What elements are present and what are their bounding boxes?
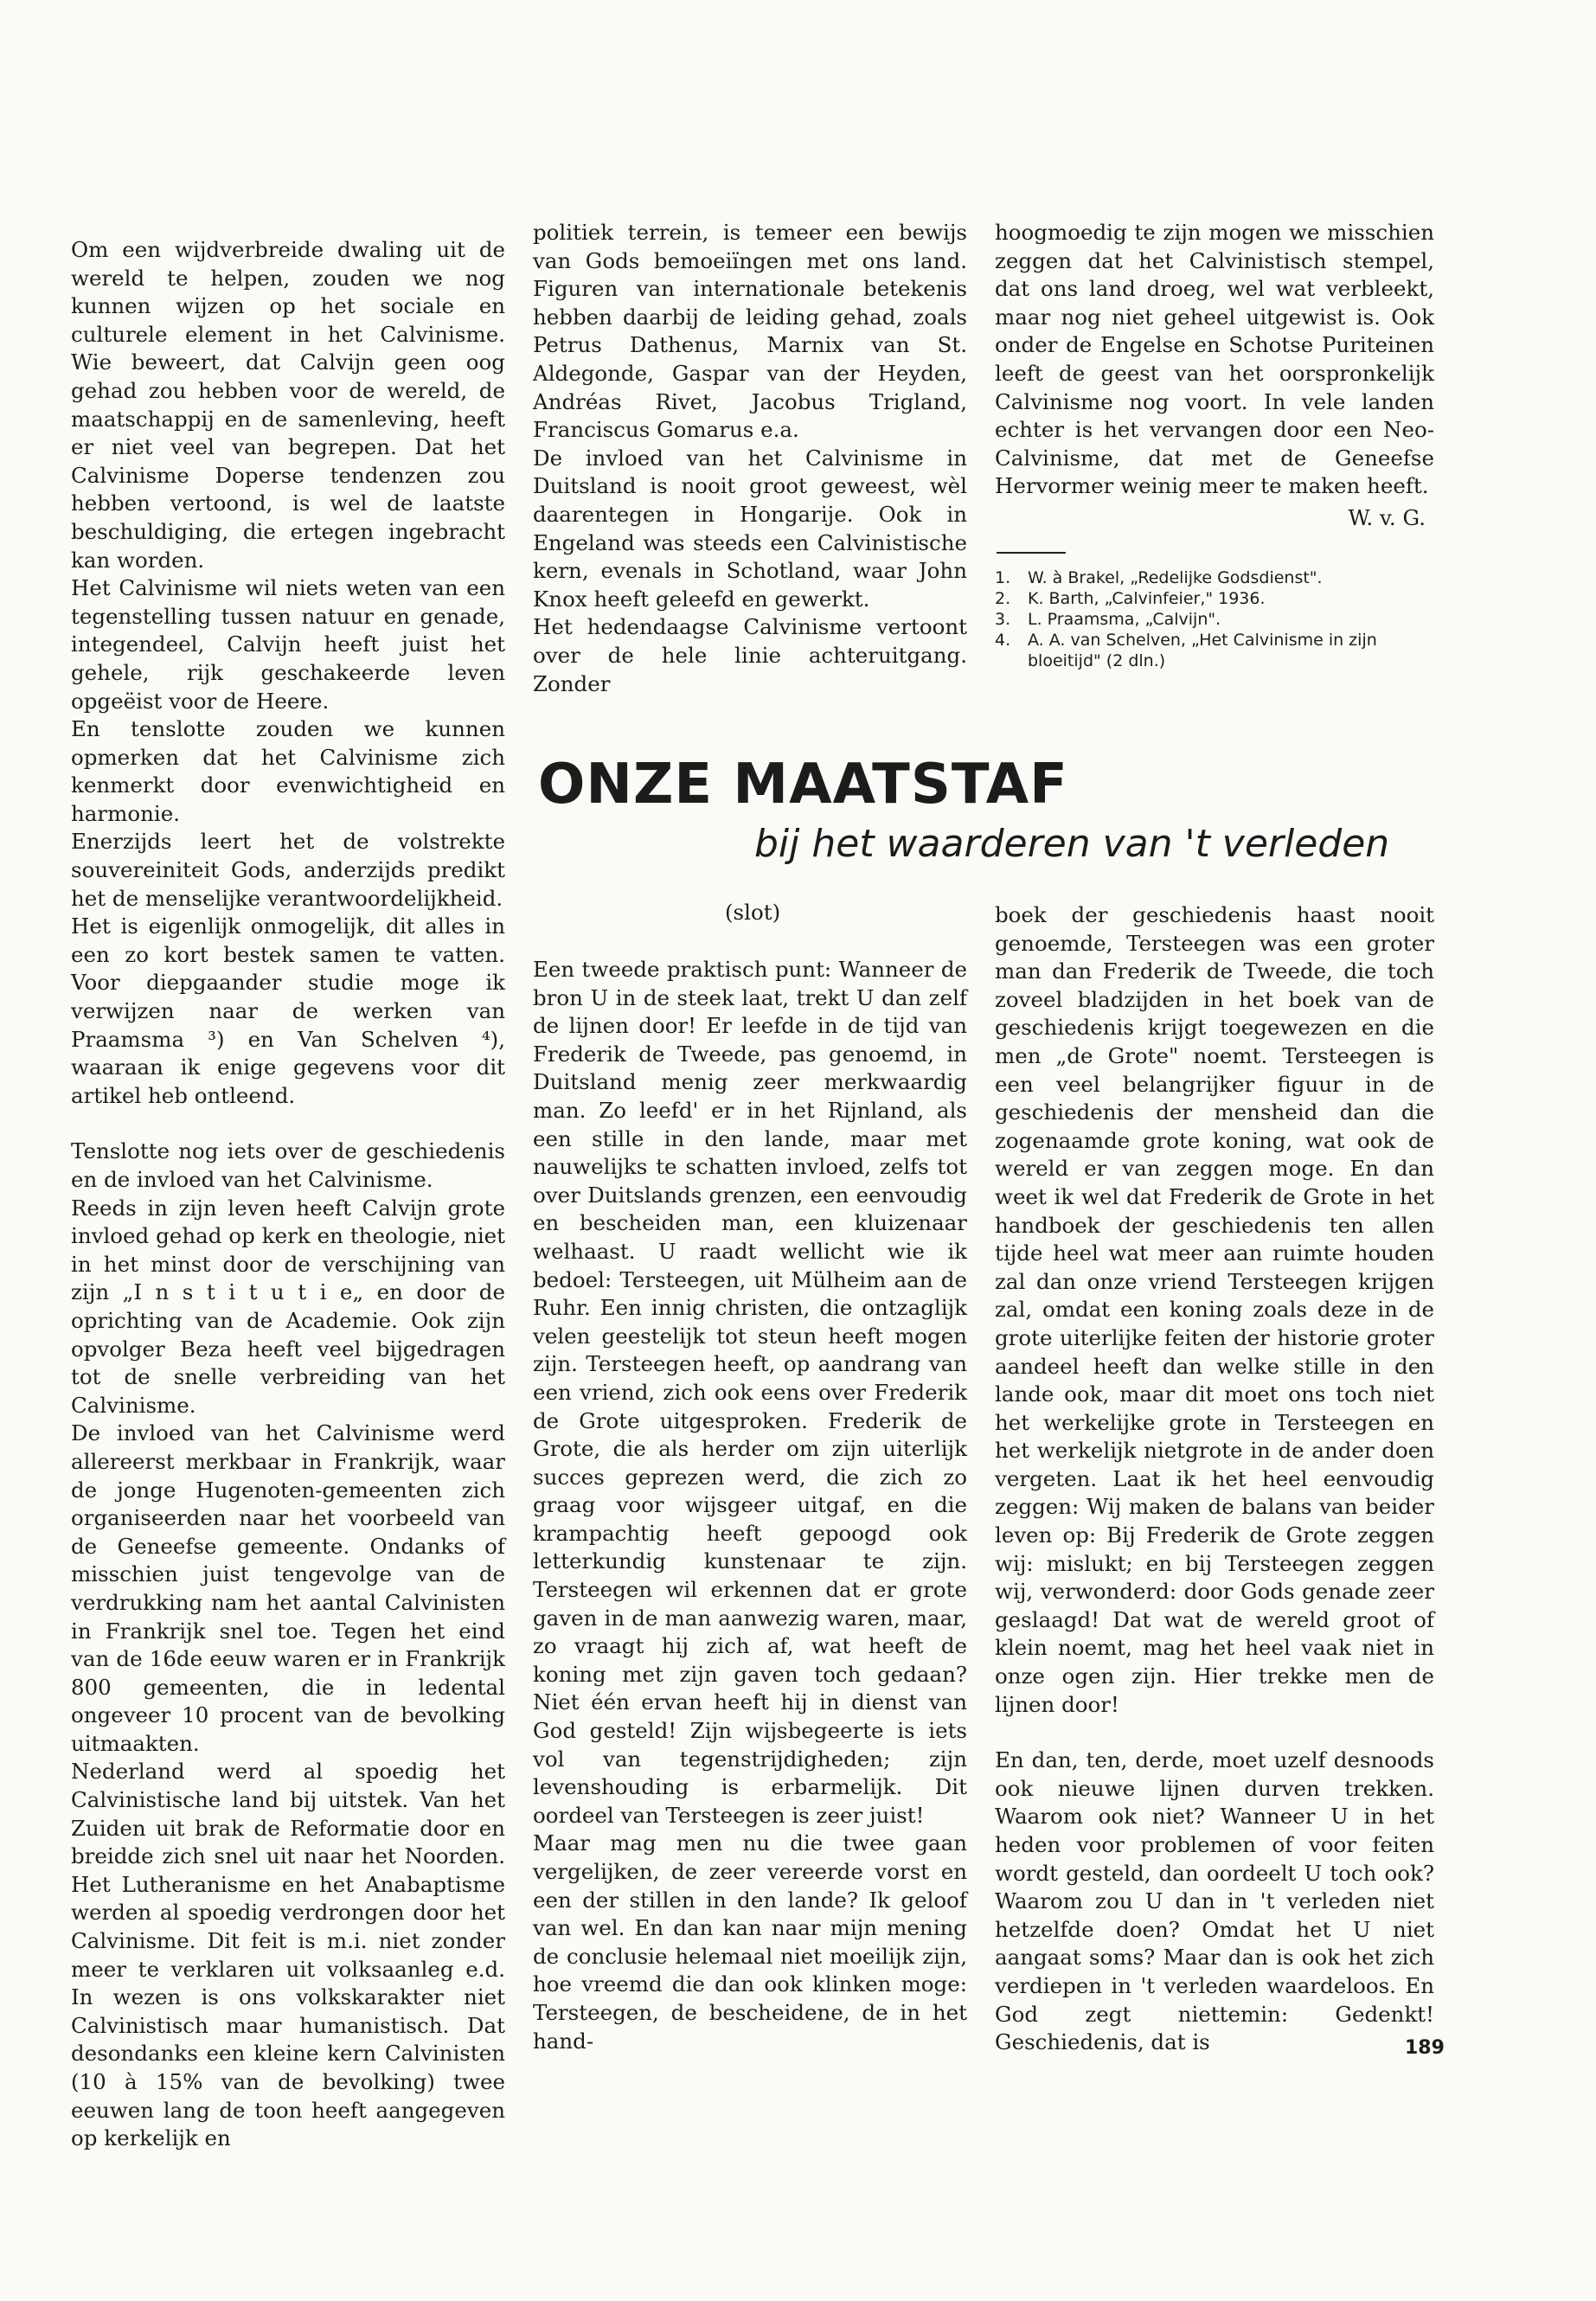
column-2-bottom	[533, 956, 967, 2055]
column-3-bottom	[995, 901, 1434, 2057]
footnote: 4. A. A. van Schelven, „Het Calvinisme in zijn bloeitijd" (2 dln.)	[995, 630, 1377, 670]
author-signature: W. v. G.	[1348, 504, 1426, 530]
footnote: 2. K. Barth, „Calvinfeier," 1936.	[995, 588, 1266, 608]
paragraph: En dan, ten, derde, moet uzelf desnoods ook nieuwe lijnen durven trekken. Waarom ook niet? Wanneer U in het heden voor problemen of voor feiten wordt gesteld, dan oordeelt U toch ook? Waarom zou U dan in 't verleden niet hetzelfde doen? Omdat het U niet aangaat soms? Maar dan is ook het zich verdiepen in 't verleden waardeloos. En God zegt niettemin: Gedenkt! Geschiedenis, dat is	[995, 1747, 1434, 2055]
paragraph: De invloed van het Calvinisme werd allereerst merkbaar in Frankrijk, waar de jonge Hugenoten-gemeenten zich organiseerden naar het voorbeeld van de Geneefse gemeente. Ondanks of misschien juist tengevolge van de verdrukking nam het aantal Calvinisten in Frankrijk snel toe. Tegen het eind van de 16de eeuw waren er in Frankrijk 800 gemeenten, die in ledental ongeveer 10 procent van de bevolking uitmaakten.	[71, 1420, 505, 1756]
paragraph: Nederland werd al spoedig het Calvinistische land bij uitstek. Van het Zuiden uit brak de Reformatie door en breidde zich snel uit naar het Noorden. Het Lutheranisme en het Anabaptisme werden al spoedig verdrongen door het Calvinisme. Dit feit is m.i. niet zonder meer te verklaren uit volksaanleg e.d. In wezen is ons volkskarakter niet Calvinistisch maar humanistisch. Dat desondanks een kleine kern Calvinisten (10 à 15% van de bevolking) twee eeuwen lang de toon heeft aangegeven op kerkelijk en	[71, 1759, 505, 2151]
paragraph: Het Calvinisme wil niets weten van een tegenstelling tussen natuur en genade, integendeel, Calvijn heeft juist het gehele, rijk geschakeerde leven opgeëist voor de Heere.	[71, 575, 505, 714]
paragraph: En tenslotte zouden we kunnen opmerken dat het Calvinisme zich kenmerkt door evenwichtigheid en harmonie.	[71, 716, 505, 826]
footnotes	[995, 567, 1434, 671]
footnote: 3. L. Praamsma, „Calvijn".	[995, 609, 1221, 629]
slot-label: (slot)	[725, 900, 781, 925]
paragraph: De invloed van het Calvinisme in Duitsland is nooit groot geweest, wèl daarentegen in Hongarije. Ook in Engeland was steeds een Calvinistische kern, evenals in Schotland, waar John Knox heeft geleefd en gewerkt.	[533, 445, 967, 612]
paragraph: Een tweede praktisch punt: Wanneer de bron U in de steek laat, trekt U dan zelf de lijnen door! Er leefde in de tijd van Frederik de Tweede, pas genoemd, in Duitsland menig zeer merkwaardig man. Zo leefd' er in het Rijnland, als een stille in den lande, maar met nauwelijks te schatten invloed, zelfs tot over Duitslands grenzen, een eenvoudig en bescheiden man, een kluizenaar welhaast. U raadt wellicht wie ik bedoel: Tersteegen, uit Mülheim aan de Ruhr. Een innig christen, die ontzaglijk velen geestelijk tot steun heeft mogen zijn. Tersteegen heeft, op aandrang van een vriend, zich ook eens over Frederik de Grote uitgesproken. Frederik de Grote, die als herder om zijn uiterlijk succes geprezen werd, die zich zo graag voor wijsgeer uitgaf, en die krampachtig heeft gepoogd ook letterkundig kunstenaar te zijn. Tersteegen wil erkennen dat er grote gaven in de man aanwezig waren, maar, zo vraagt hij zich af, wat heeft de koning met zijn gaven toch gedaan? Niet één ervan heeft hij in dienst van God gesteld! Zijn wijsbegeerte is iets vol van tegenstrijdigheden; zijn levenshouding is erbarmelijk. Dit oordeel van Tersteegen is zeer juist!	[533, 957, 967, 1828]
paragraph: Het hedendaagse Calvinisme vertoont over de hele linie achteruitgang. Zonder	[533, 614, 967, 696]
column-3-top	[995, 219, 1434, 671]
footnote-divider	[997, 552, 1066, 554]
paragraph: Maar mag men nu die twee gaan vergelijken, de zeer vereerde vorst en een der stillen in den lande? Ik geloof van wel. En dan kan naar mijn mening de conclusie helemaal niet moeilijk zijn, hoe vreemd die dan ook klinken moge: Tersteegen, de bescheidene, de in het hand-	[533, 1830, 967, 2054]
paragraph: hoogmoedig te zijn mogen we misschien zeggen dat het Calvinistisch stempel, dat ons land droeg, wel wat verbleekt, maar nog niet geheel uitgewist is. Ook onder de Engelse en Schotse Puriteinen leeft de geest van het oorspronkelijk Calvinisme nog voort. In vele landen echter is het vervangen door een Neo-Calvinisme, dat met de Geneefse Hervormer weinig meer te maken heeft.	[995, 220, 1434, 499]
paragraph: politiek terrein, is temeer een bewijs van Gods bemoeiïngen met ons land. Figuren van internationale betekenis hebben daarbij de leiding gehad, zoals Petrus Dathenus, Marnix van St. Aldegonde, Gaspar van der Heyden, Andréas Rivet, Jacobus Trigland, Franciscus Gomarus e.a.	[533, 220, 967, 443]
column-1	[71, 236, 505, 2153]
paragraph: Reeds in zijn leven heeft Calvijn grote invloed gehad op kerk en theologie, niet in het minst door de verschijning van zijn „I n s t i t u t i e„ en door de oprichting van de Academie. Ook zijn opvolger Beza heeft veel bijgedragen tot de snelle verbreiding van het Calvinisme.	[71, 1195, 505, 1418]
paragraph: Tenslotte nog iets over de geschiedenis en de invloed van het Calvinisme.	[71, 1138, 505, 1192]
footnote: 1. W. à Brakel, „Redelijke Godsdienst".	[995, 567, 1323, 587]
paragraph: boek der geschiedenis haast nooit genoemde, Tersteegen was een groter man dan Frederik de Tweede, die toch zoveel bladzijden in het boek van de geschiedenis krijgt toegewezen en die men „de Grote" noemt. Tersteegen is een veel belangrijker figuur in de geschiedenis der mensheid dan die zogenaamde grote koning, wat ook de wereld er van zeggen moge. En dan weet ik wel dat Frederik de Grote in het handboek der geschiedenis ten allen tijde heel wat meer aan ruimte houden zal dan onze vriend Tersteegen krijgen zal, omdat een koning zoals deze in de grote uiterlijke feiten der historie groter aandeel heeft dan welke stille in den lande ook, maar dit moet ons toch niet het werkelijke grote in Tersteegen en het werkelijk nietgrote in de ander doen vergeten. Laat ik het heel eenvoudig zeggen: Wij maken de balans van beider leven op: Bij Frederik de Grote zeggen wij: mislukt; en bij Tersteegen zeggen wij, verwonderd: door Gods genade zeer geslaagd! Dat wat de wereld groot of klein noemt, mag het heel vaak niet in onze ogen zijn. Hier trekke men de lijnen door!	[995, 902, 1434, 1717]
paragraph: Het is eigenlijk onmogelijk, dit alles in een zo kort bestek samen te vatten. Voor diepgaander studie moge ik verwijzen naar de werken van Praamsma ³) en Van Schelven ⁴), waaraan ik enige gegevens voor dit artikel heb ontleend.	[71, 913, 505, 1108]
article-headline: ONZE MAATSTAF	[538, 753, 1068, 817]
column-2-top	[533, 219, 967, 698]
page-number: 189	[1405, 2037, 1445, 2059]
paragraph: Om een wijdverbreide dwaling uit de wereld te helpen, zouden we nog kunnen wijzen op het sociale en culturele element in het Calvinisme. Wie beweert, dat Calvijn geen oog gehad zou hebben voor de wereld, de maatschappij en de samenleving, heeft er niet veel van begrepen. Dat het Calvinisme Doperse tendenzen zou hebben vertoond, is wel de laatste beschuldiging, die ertegen ingebracht kan worden.	[71, 237, 505, 573]
article-subheadline: bij het waarderen van 't verleden	[754, 822, 1390, 866]
paragraph: Enerzijds leert het de volstrekte souvereiniteit Gods, anderzijds predikt het de menselijke verantwoordelijkheid.	[71, 829, 505, 911]
